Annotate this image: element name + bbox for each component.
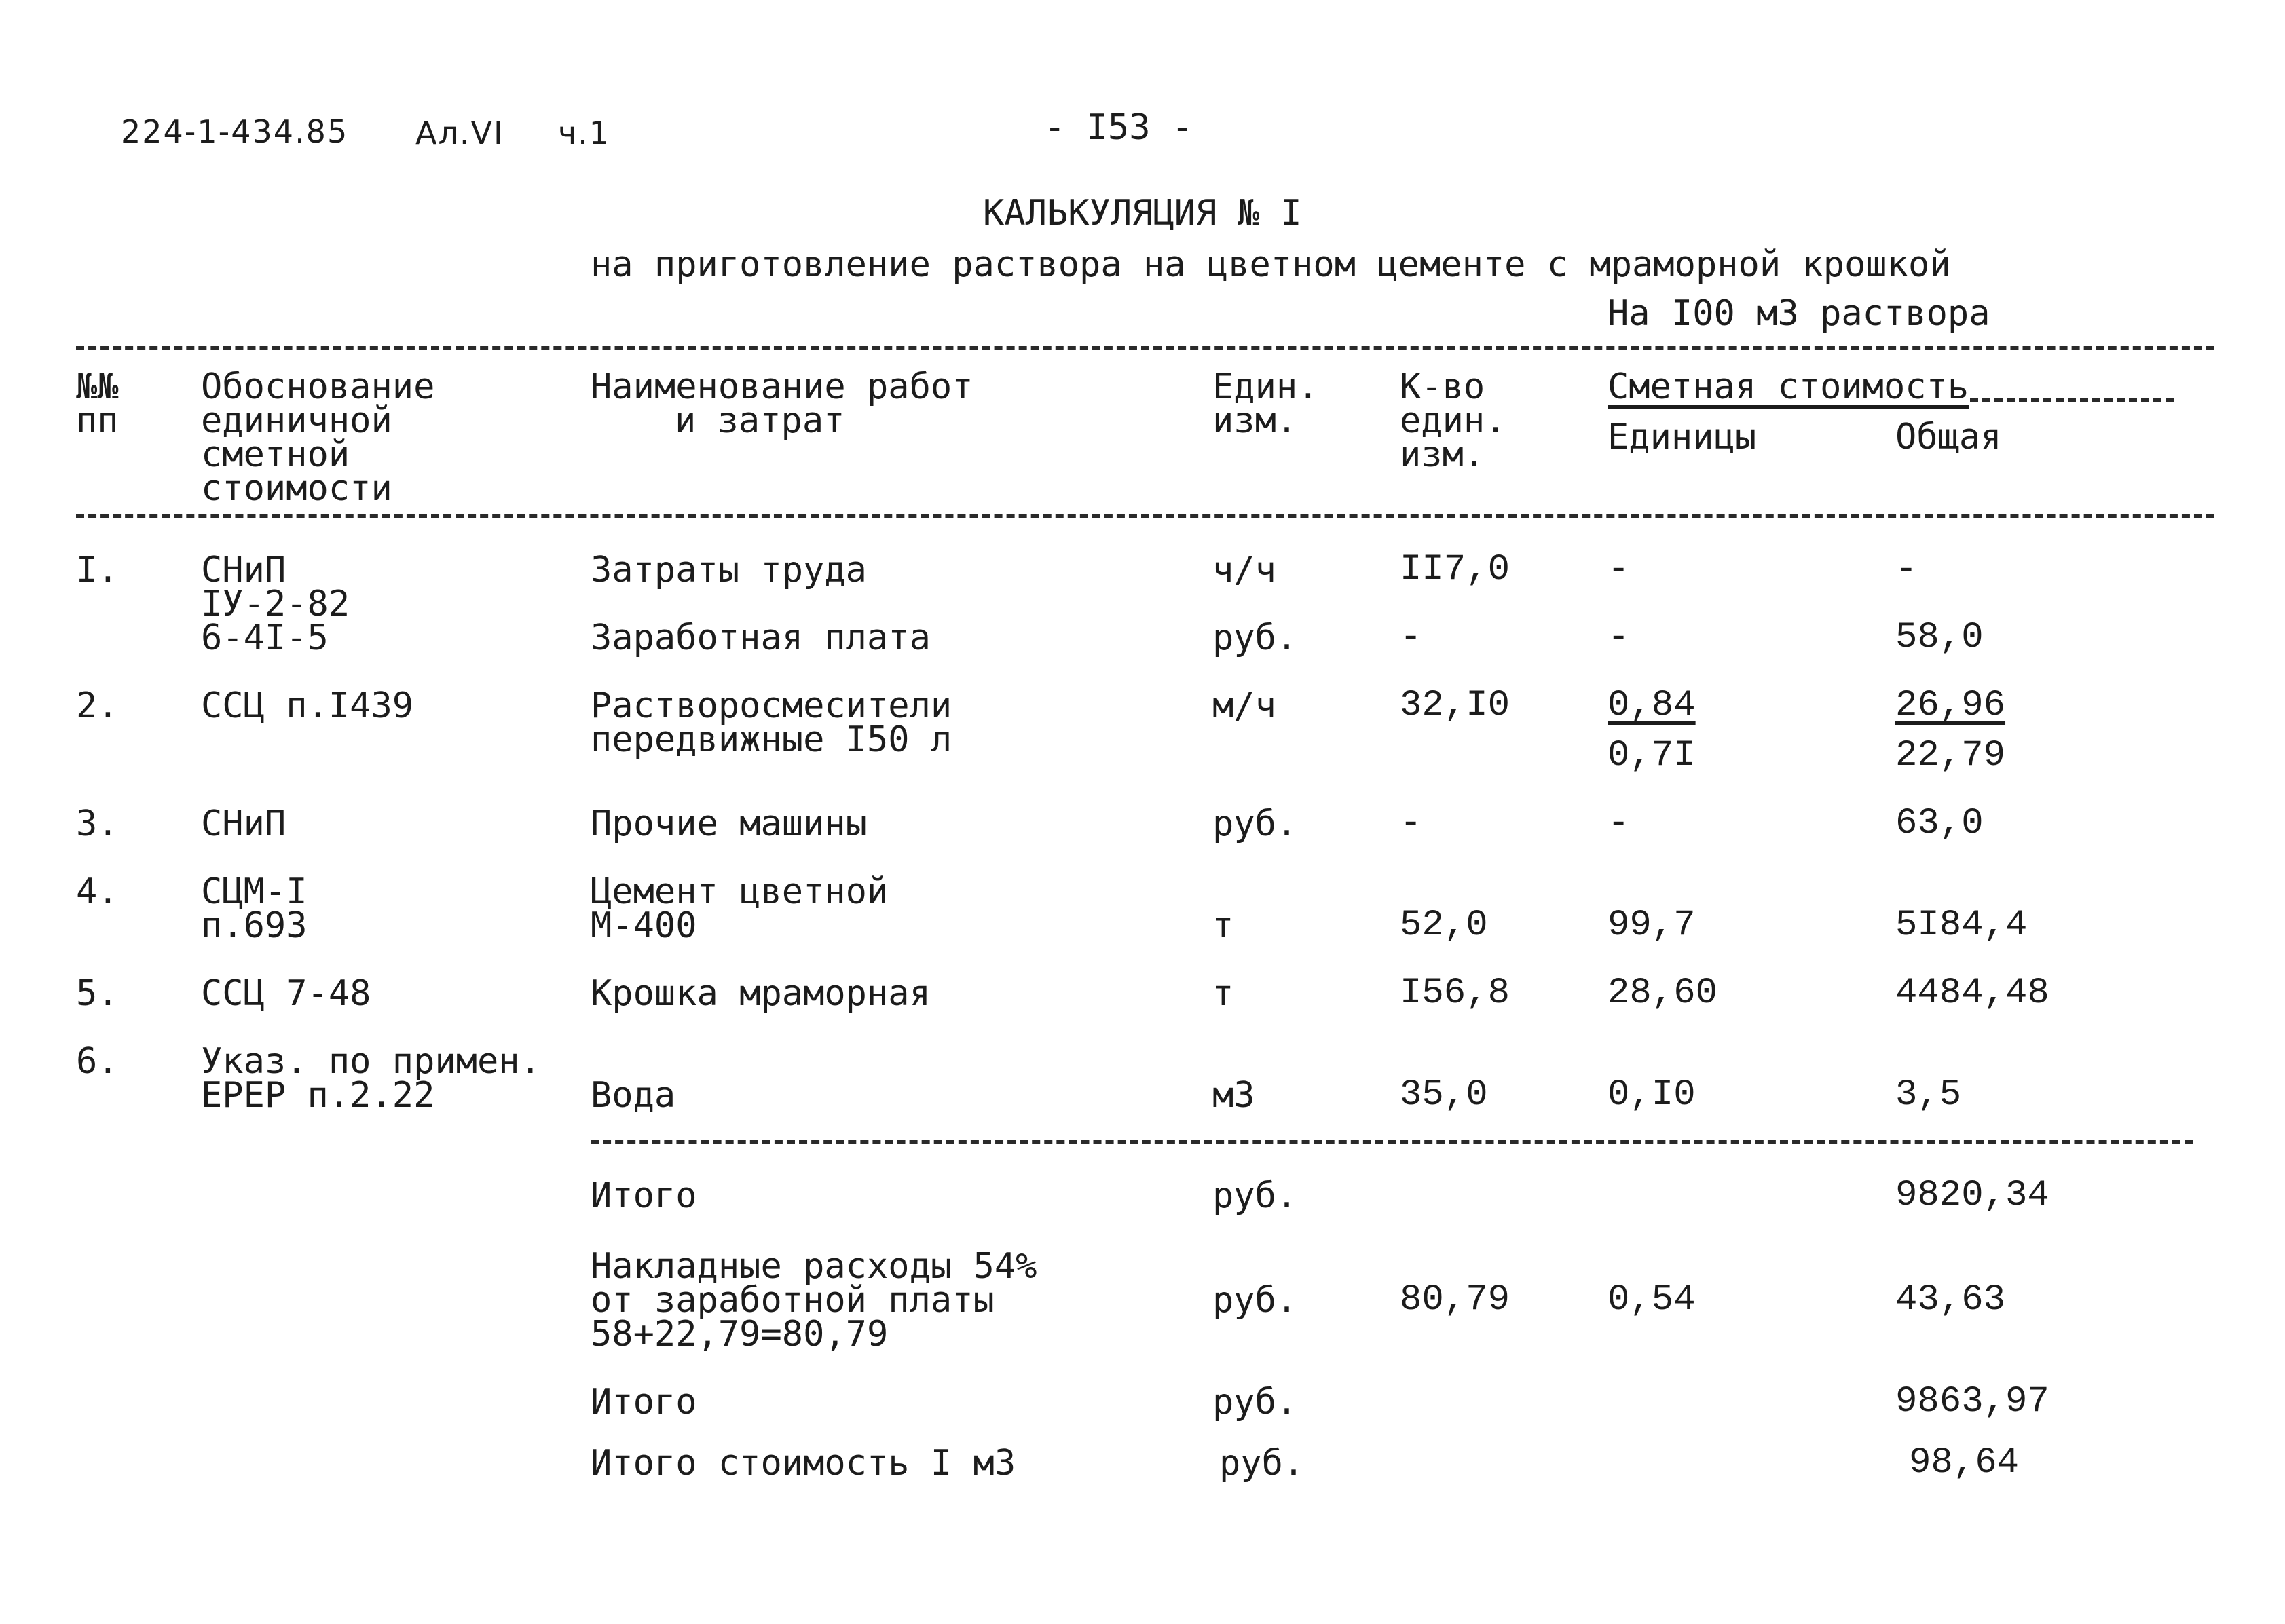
row-unit: ч/ч	[1212, 550, 1276, 590]
row-qty: 35,0	[1400, 1074, 1488, 1116]
overhead-name-line: Накладные расходы 54%	[591, 1246, 1037, 1287]
row-cost-unit: 99,7	[1608, 905, 1696, 946]
unit-note: На I00 м3 раствора	[1608, 293, 1990, 334]
row-basis-line: СНиП	[201, 804, 286, 844]
row-number: 5.	[76, 973, 119, 1014]
col-no-header-2: пп	[76, 400, 119, 441]
row-basis-line: СНиП	[201, 550, 286, 590]
page-subtitle: на приготовление раствора на цветном цементе с мраморной крошкой	[591, 244, 1951, 285]
row-name-line: Цемент цветной	[591, 871, 889, 912]
col-cost-unit-header: Единицы	[1608, 417, 1757, 457]
col-qty-header-3: изм.	[1400, 434, 1485, 475]
row-cost-total: 5I84,4	[1895, 905, 2028, 946]
total-name: Итого	[591, 1382, 697, 1422]
col-basis-header-4: стоимости	[201, 468, 392, 509]
col-cost-total-header: Общая	[1895, 417, 2002, 457]
row-unit: т	[1212, 973, 1234, 1014]
overhead-name-line: 58+22,79=80,79	[591, 1314, 889, 1355]
row-number: 2.	[76, 685, 119, 726]
overhead-unit: руб.	[1212, 1280, 1298, 1321]
row-name-line: передвижные I50 л	[591, 719, 952, 760]
row-cost-unit-line: 0,84	[1608, 685, 1696, 726]
row-basis-line: IУ-2-82	[201, 584, 350, 624]
row-unit: руб.	[1212, 618, 1298, 658]
row-basis-line: п.693	[201, 905, 308, 946]
total-unit: руб.	[1212, 1382, 1298, 1422]
row-cost-unit: -	[1608, 549, 1630, 590]
subtotal-rule	[591, 1140, 2193, 1144]
col-name-header-2: и затрат	[675, 400, 845, 441]
col-qty-header-2: един.	[1400, 400, 1506, 441]
row-name-line: М-400	[591, 905, 697, 946]
unit-cost-name: Итого стоимость I м3	[591, 1443, 1016, 1484]
doc-code: 224-1-434.85	[121, 113, 349, 150]
overhead-rate: 0,54	[1608, 1279, 1696, 1321]
row-cost-unit: -	[1608, 803, 1630, 844]
row-number: I.	[76, 550, 119, 590]
col-unit-header-2: изм.	[1212, 400, 1298, 441]
row-qty: II7,0	[1400, 549, 1510, 590]
row-name: Затраты труда	[591, 550, 867, 590]
cost-group-rule	[1970, 398, 2174, 402]
col-qty-header-1: К-во	[1400, 366, 1485, 407]
total-name: Итого	[591, 1175, 697, 1216]
unit-cost-unit: руб.	[1219, 1443, 1305, 1484]
row-cost-unit-line: 0,7I	[1608, 735, 1696, 776]
col-basis-header-2: единичной	[201, 400, 392, 441]
row-name: Крошка мраморная	[591, 973, 931, 1014]
page-number: - I53 -	[1044, 107, 1193, 148]
row-cost-total: 4484,48	[1895, 972, 2049, 1014]
row-cost-unit: 0,I0	[1608, 1074, 1696, 1116]
row-cost-total: -	[1895, 549, 1918, 590]
row-basis-line: 6-4I-5	[201, 618, 329, 658]
total-cost: 9820,34	[1895, 1175, 2049, 1216]
row-basis-line: ЕРЕР п.2.22	[201, 1075, 435, 1116]
row-qty: -	[1400, 803, 1422, 844]
col-no-header-1: №№	[76, 366, 119, 407]
row-cost-total: 58,0	[1895, 617, 1984, 658]
col-basis-header-1: Обоснование	[201, 366, 435, 407]
row-unit: м3	[1212, 1075, 1255, 1116]
overhead-qty: 80,79	[1400, 1279, 1510, 1321]
row-cost-unit: -	[1608, 617, 1630, 658]
row-basis-line: СЦМ-I	[201, 871, 308, 912]
row-basis-line: ССЦ п.I439	[201, 685, 414, 726]
album-label: Ал.VI	[415, 115, 504, 151]
row-name-line: Растворосмесители	[591, 685, 952, 726]
row-cost-unit: 28,60	[1608, 972, 1718, 1014]
row-cost-total: 63,0	[1895, 803, 1984, 844]
row-qty: -	[1400, 617, 1422, 658]
col-basis-header-3: сметной	[201, 434, 350, 475]
page-title: КАЛЬКУЛЯЦИЯ № I	[983, 193, 1302, 233]
header-top-rule	[76, 346, 2214, 350]
row-qty: 52,0	[1400, 905, 1488, 946]
total-cost: 9863,97	[1895, 1381, 2049, 1422]
part-label: ч.1	[558, 115, 611, 151]
row-unit: м/ч	[1212, 685, 1276, 726]
row-unit: т	[1212, 905, 1234, 946]
row-cost-total-line: 26,96	[1895, 685, 2006, 726]
row-basis-line: Указ. по примен.	[201, 1041, 541, 1082]
unit-cost-value: 98,64	[1909, 1442, 2020, 1484]
row-name: Вода	[591, 1075, 676, 1116]
row-qty: I56,8	[1400, 972, 1510, 1014]
col-unit-header-1: Един.	[1212, 366, 1319, 407]
row-name: Заработная плата	[591, 618, 931, 658]
overhead-name-line: от заработной платы	[591, 1280, 995, 1321]
header-bottom-rule	[76, 514, 2214, 518]
overhead-cost: 43,63	[1895, 1279, 2006, 1321]
row-cost-total: 3,5	[1895, 1074, 1962, 1116]
col-name-header-1: Наименование работ	[591, 366, 973, 407]
row-name: Прочие машины	[591, 804, 867, 844]
row-number: 6.	[76, 1041, 119, 1082]
total-unit: руб.	[1212, 1175, 1298, 1216]
row-unit: руб.	[1212, 804, 1298, 844]
row-basis-line: ССЦ 7-48	[201, 973, 371, 1014]
col-cost-group-header: Сметная стоимость	[1608, 366, 1969, 407]
row-cost-total-line: 22,79	[1895, 735, 2006, 776]
row-number: 4.	[76, 871, 119, 912]
row-qty: 32,I0	[1400, 685, 1510, 726]
row-number: 3.	[76, 804, 119, 844]
